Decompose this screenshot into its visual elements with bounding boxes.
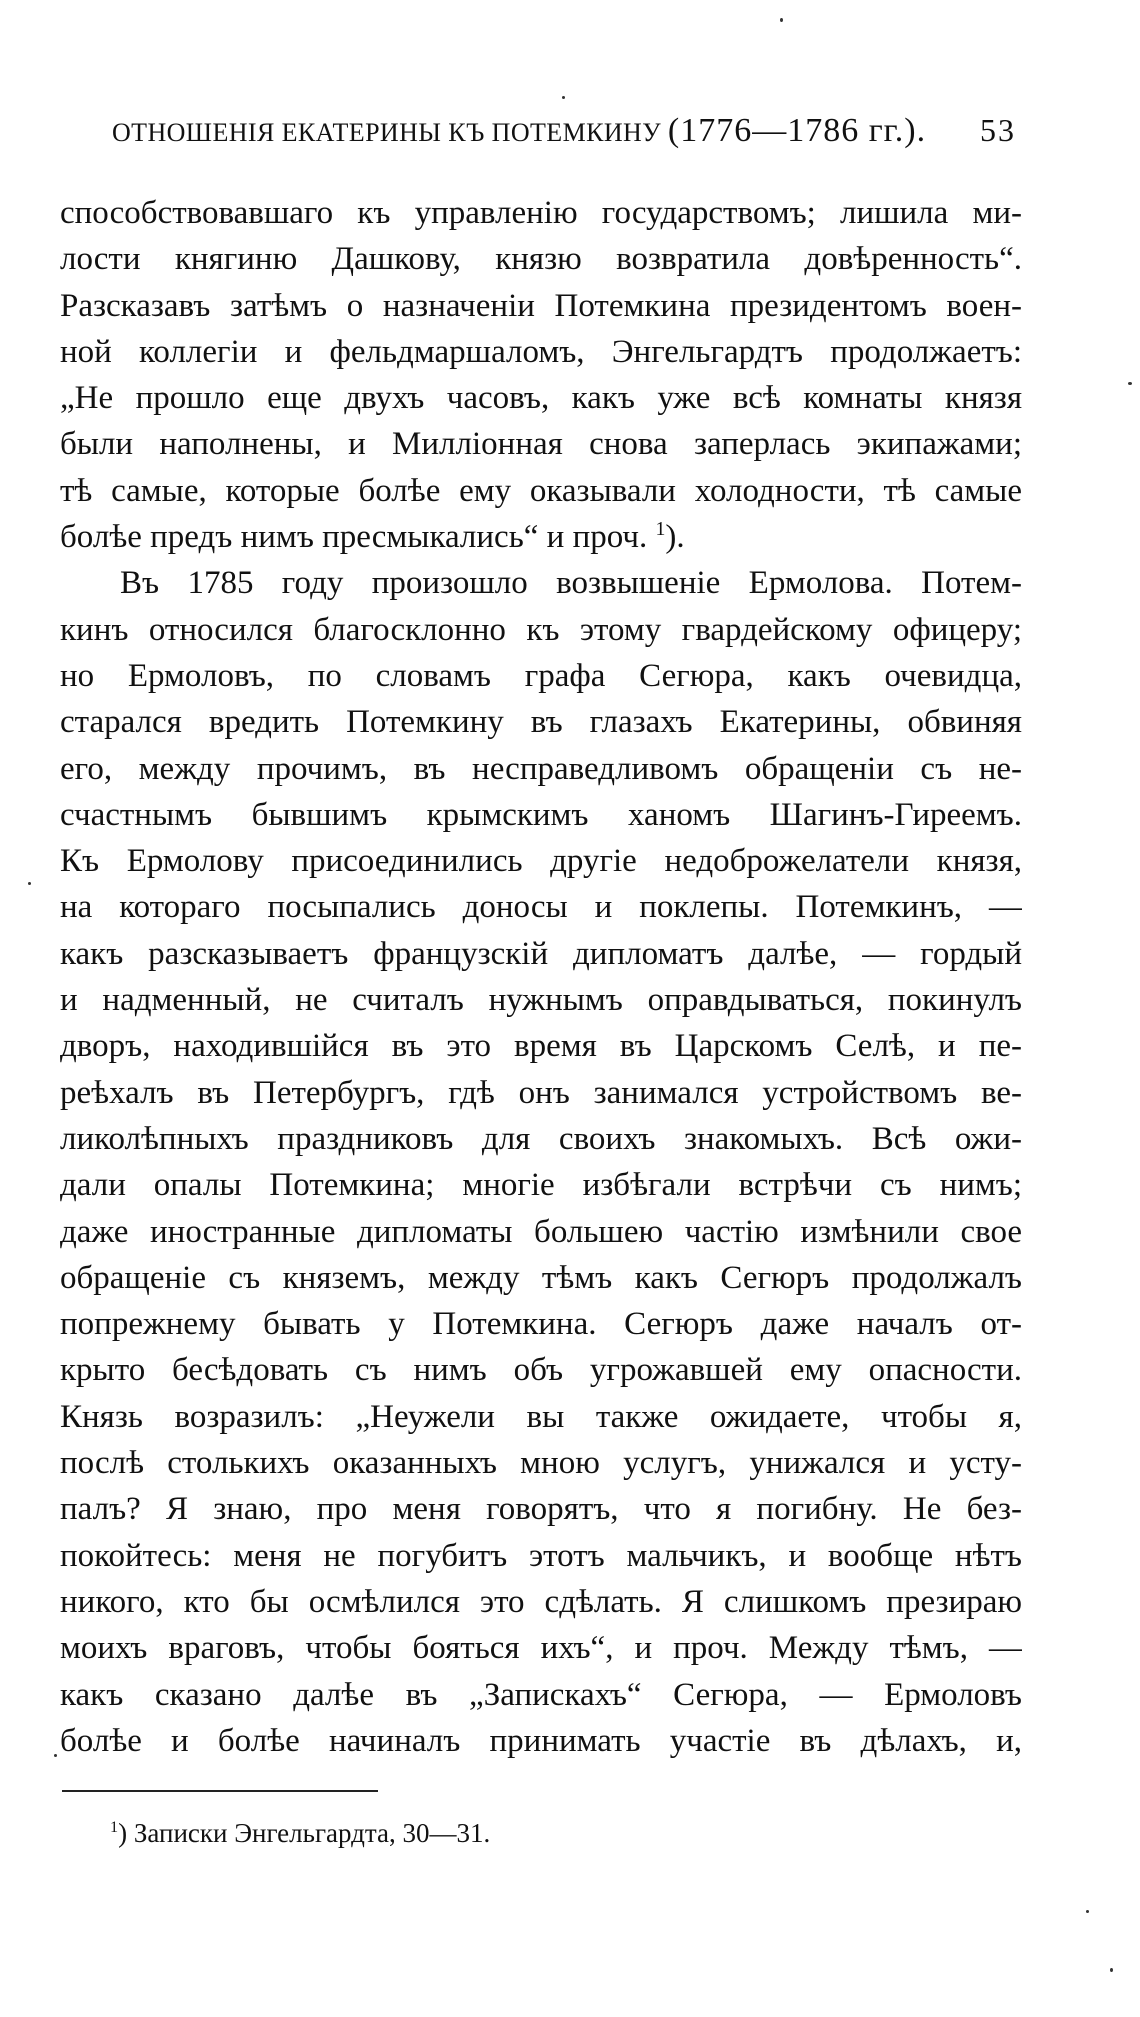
running-head-years: (1776—1786 гг.). <box>667 112 927 149</box>
text-line: тѣ самые, которые болѣе ему оказывали холодности, тѣ самые <box>60 472 1022 509</box>
scan-speck <box>28 882 31 885</box>
scan-speck <box>1128 382 1132 385</box>
scan-speck <box>1110 1968 1113 1972</box>
footnote-text: ) Записки Энгельгардта, 30—31. <box>118 1818 491 1848</box>
text-line: Разсказавъ затѣмъ о назначеніи Потемкина президентомъ воен- <box>60 287 1022 324</box>
text-line-paragraph-end <box>60 514 1022 560</box>
text-line: даже иностранные дипломаты большею частію измѣнили свое <box>60 1213 1022 1250</box>
text-line: были наполнены, и Милліонная снова заперлась экипажами; <box>60 426 1022 463</box>
text-line: дворъ, находившійся въ это время въ Царскомъ Селѣ, и пе- <box>60 1028 1022 1065</box>
text-line: какъ сказано далѣе въ „Запискахъ“ Сегюра, — Ермоловъ <box>60 1676 1022 1713</box>
scan-speck <box>54 1754 57 1757</box>
footnote-reference: 1 <box>655 518 666 541</box>
text-line: кинъ относился благосклонно къ этому гвардейскому офицеру; <box>60 611 1022 648</box>
scan-speck <box>562 96 565 99</box>
text-line: обращеніе съ княземъ, между тѣмъ какъ Сегюръ продолжалъ <box>60 1259 1022 1296</box>
text-line: крыто бесѣдовать съ нимъ объ угрожавшей ему опасности. <box>60 1352 1022 1389</box>
scan-speck <box>780 18 783 22</box>
text-line: Къ Ермолову присоединились другіе недоброжелатели князя, <box>60 843 1022 880</box>
text-line-content: болѣе предъ нимъ пресмыкались“ и проч. <box>60 519 648 556</box>
running-head-title-text: ОТНОШЕНІЯ ЕКАТЕРИНЫ КЪ ПОТЕМКИНУ <box>112 118 668 147</box>
text-line: палъ? Я знаю, про меня говорятъ, что я погибну. Не без- <box>60 1491 1022 1528</box>
text-line: дали опалы Потемкина; многіе избѣгали встрѣчи съ нимъ; <box>60 1167 1022 1204</box>
text-line: старался вредить Потемкину въ глазахъ Екатерины, обвиняя <box>60 704 1022 741</box>
text-line-tail: ). <box>665 519 685 556</box>
text-line: попрежнему бывать у Потемкина. Сегюръ даже началъ от- <box>60 1306 1022 1343</box>
text-line: на котораго посыпались доносы и поклепы. Потемкинъ, — <box>60 889 1022 926</box>
text-line: послѣ столькихъ оказанныхъ мною услугъ, унижался и усту- <box>60 1445 1022 1482</box>
text-line: ной коллегіи и фельдмаршаломъ, Энгельгардтъ продолжаетъ: <box>60 333 1022 370</box>
text-line: и надменный, не считалъ нужнымъ оправдываться, покинулъ <box>60 982 1022 1019</box>
text-line: покойтесь: меня не погубитъ этотъ мальчикъ, и вообще нѣтъ <box>60 1537 1022 1574</box>
running-head <box>112 112 1016 160</box>
text-line: реѣхалъ въ Петербургъ, гдѣ онъ занимался устройствомъ ве- <box>60 1074 1022 1111</box>
text-line: моихъ враговъ, чтобы бояться ихъ“, и проч. Между тѣмъ, — <box>60 1630 1022 1667</box>
running-head-title <box>112 112 926 150</box>
text-line: его, между прочимъ, въ несправедливомъ обращеніи съ не- <box>60 750 1022 787</box>
text-line: никого, кто бы осмѣлился это сдѣлать. Я слишкомъ презираю <box>60 1583 1022 1620</box>
text-line-paragraph-start: Въ 1785 году произошло возвышеніе Ермолова. Потем- <box>120 565 1022 602</box>
scan-speck <box>1086 1910 1089 1913</box>
footnote-marker: 1 <box>110 1818 119 1836</box>
text-line: болѣе и болѣе начиналъ принимать участіе въ дѣлахъ, и, <box>60 1722 1022 1759</box>
text-line: способствовавшаго къ управленію государствомъ; лишила ми- <box>60 195 1022 231</box>
text-line: счастнымъ бывшимъ крымскимъ ханомъ Шагинъ-Гиреемъ. <box>60 796 1022 833</box>
page-number: 53 <box>980 112 1016 148</box>
body-text <box>60 190 1022 1764</box>
footnote <box>110 1818 490 1849</box>
text-line: ликолѣпныхъ праздниковъ для своихъ знакомыхъ. Всѣ ожи- <box>60 1120 1022 1157</box>
footnote-divider <box>62 1790 378 1792</box>
text-line: „Не прошло еще двухъ часовъ, какъ уже всѣ комнаты князя <box>60 380 1022 417</box>
text-line: какъ разсказываетъ французскій дипломатъ далѣе, — гордый <box>60 935 1022 972</box>
text-line: лости княгиню Дашкову, князю возвратила довѣренность“. <box>60 241 1022 278</box>
text-line: Князь возразилъ: „Неужели вы также ожидаете, чтобы я, <box>60 1398 1022 1435</box>
text-line: но Ермоловъ, по словамъ графа Сегюра, какъ очевидца, <box>60 657 1022 694</box>
